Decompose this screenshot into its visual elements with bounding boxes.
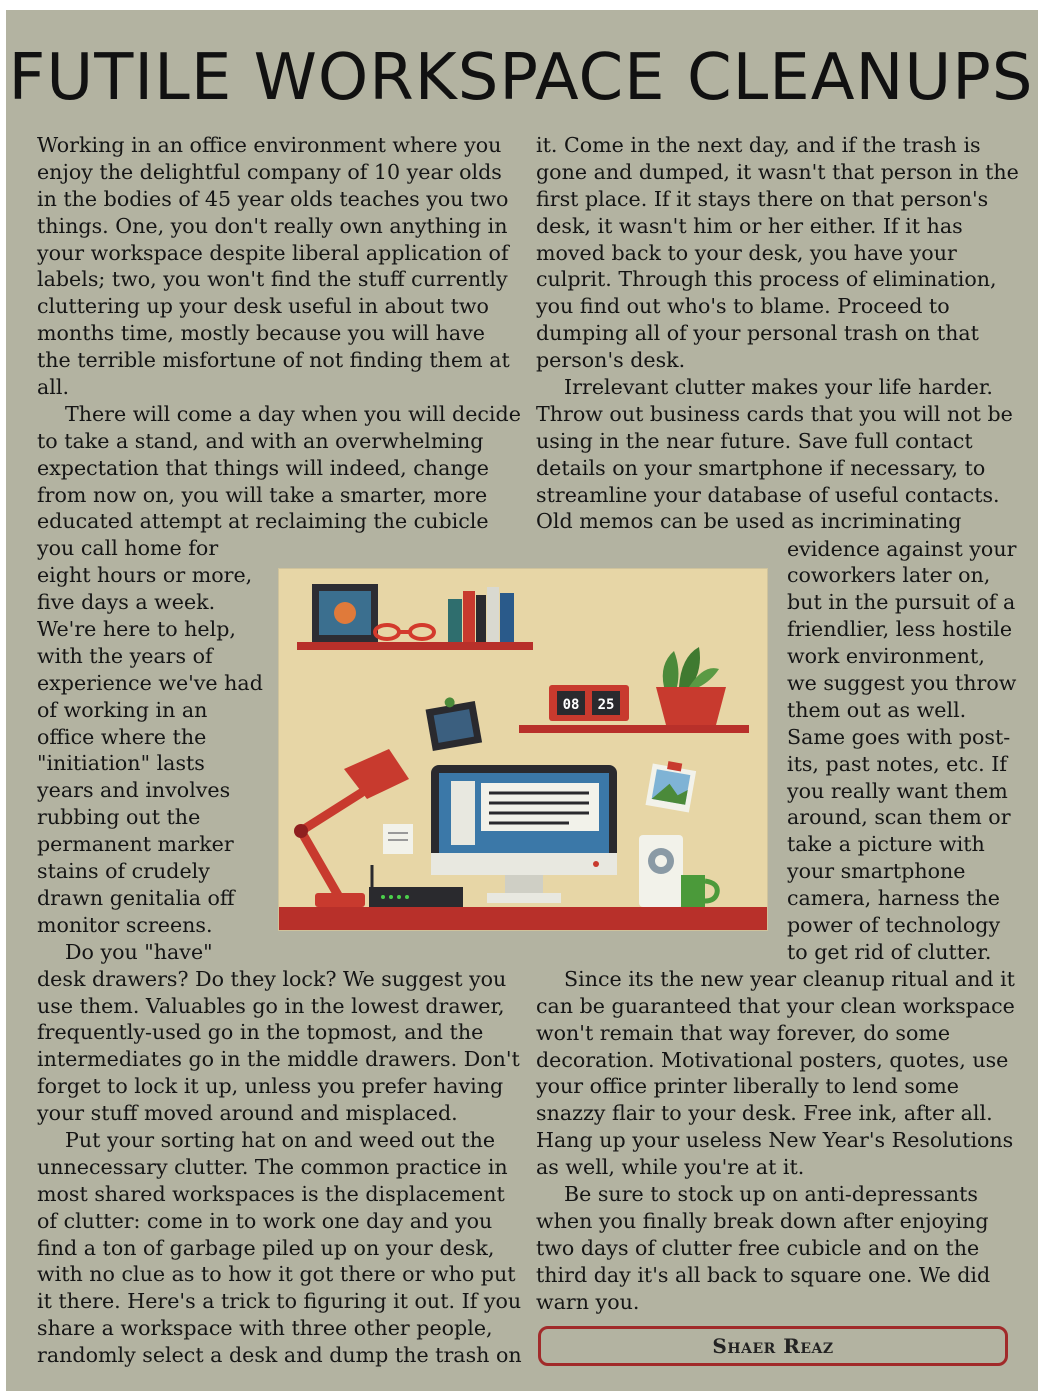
memo-icon	[383, 824, 413, 854]
text-line: two days of clutter free cubicle and on the	[536, 1235, 980, 1260]
text-line: enjoy the delightful company of 10 year olds	[37, 159, 502, 184]
text-line: unnecessary clutter. The common practice in	[37, 1154, 508, 1179]
digital-clock-icon	[549, 685, 629, 721]
right-column-bottom	[536, 966, 1015, 1316]
text-line: labels; two, you won't find the stuff currently	[37, 267, 508, 292]
text-line: it. Come in the next day, and if the trash is	[536, 133, 981, 157]
text-line: office where the	[37, 724, 207, 749]
text-line: the terrible misfortune of not finding them at	[37, 348, 510, 373]
text-line: There will come a day when you will decide	[65, 401, 521, 426]
text-line: work environment,	[787, 644, 985, 669]
text-line: find a ton of garbage piled up on your desk,	[37, 1235, 495, 1260]
text-line: your smartphone	[787, 859, 966, 884]
illustration-svg	[279, 569, 767, 930]
text-line: experience we've had	[37, 670, 263, 695]
clock-hours: 08	[562, 697, 580, 713]
text-line: desk, it wasn't him or her either. If it has	[536, 213, 963, 238]
text-line: details on your smartphone if necessary, to	[536, 455, 986, 480]
glasses-icon	[375, 625, 434, 639]
text-line: of working in an	[37, 697, 208, 722]
text-line: with the years of	[37, 643, 213, 668]
text-line: drawn genitalia off	[37, 885, 235, 910]
text-line: all.	[37, 375, 69, 400]
text-line: expectation that things will indeed, change	[37, 455, 489, 480]
text-line: share a workspace with three other people,	[37, 1316, 493, 1341]
text-line: third day it's all back to square one. We did	[536, 1262, 991, 1287]
text-line: your workspace despite liberal application of	[37, 240, 509, 265]
text-line: intermediates go in the middle drawers. Don't	[37, 1047, 520, 1072]
text-line: gone and dumped, it wasn't that person in the	[536, 159, 1019, 184]
text-line: when you finally break down after enjoying	[536, 1208, 989, 1233]
text-line: forget to lock it up, unless you prefer having	[37, 1074, 504, 1099]
text-line: but in the pursuit of a	[787, 590, 1016, 615]
text-line: decoration. Motivational posters, quotes, use	[536, 1047, 1009, 1072]
text-line: won't remain that way forever, do some	[536, 1020, 951, 1045]
note-card-icon	[424, 693, 482, 751]
speaker-icon	[639, 835, 683, 907]
text-line: stains of crudely	[37, 859, 210, 884]
text-line: coworkers later on,	[787, 563, 991, 588]
text-line: things. One, you don't really own anything in	[37, 213, 508, 238]
text-line: it there. Here's a trick to figuring it out. If you	[37, 1289, 522, 1314]
text-line: snazzy flair to your desk. Free ink, after all.	[536, 1101, 993, 1126]
text-line: streamline your database of useful contacts.	[536, 482, 1000, 507]
text-line: Since its the new year cleanup ritual and it	[564, 966, 1015, 991]
author-byline: Shaer Reaz	[538, 1326, 1008, 1366]
text-line: we suggest you throw	[787, 670, 1017, 695]
text-line: your stuff moved around and misplaced.	[37, 1101, 458, 1126]
text-line: you find out who's to blame. Proceed to	[536, 294, 950, 319]
text-line: first place. If it stays there on that person's	[536, 186, 989, 211]
text-line: your office printer liberally to lend some	[536, 1074, 959, 1099]
text-line: permanent marker	[37, 832, 234, 857]
text-line: power of technology	[787, 912, 1001, 937]
monitor-icon	[431, 765, 617, 903]
text-line: to get rid of clutter.	[787, 939, 992, 964]
text-line: We're here to help,	[37, 617, 236, 642]
text-line: moved back to your desk, you have your	[536, 240, 957, 265]
text-line: Be sure to stock up on anti-depressants	[564, 1182, 978, 1207]
text-line: you call home for	[37, 536, 219, 561]
text-line: Same goes with post-	[787, 724, 1011, 749]
text-line: years and involves	[37, 778, 231, 803]
text-line: eight hours or more,	[37, 563, 253, 588]
text-line: Working in an office environment where you	[37, 133, 502, 157]
upper-shelf	[297, 642, 533, 650]
right-column-top	[536, 132, 1019, 535]
books-icon	[448, 587, 514, 642]
text-line: them out as well.	[787, 697, 967, 722]
right-column-wrap	[787, 536, 1016, 966]
text-line: warn you.	[536, 1289, 640, 1314]
desk-surface	[279, 907, 767, 930]
text-line: Put your sorting hat on and weed out the	[65, 1127, 496, 1152]
text-line: culprit. Through this process of elimination,	[536, 267, 997, 292]
text-line: camera, harness the	[787, 886, 1000, 911]
text-line: most shared workspaces is the displacement	[37, 1181, 505, 1206]
text-line: around, scan them or	[787, 805, 1011, 830]
text-line: evidence against your	[787, 536, 1017, 561]
text-line: educated attempt at reclaiming the cubicle	[37, 509, 489, 534]
text-line: as well, while you're at it.	[536, 1155, 805, 1180]
text-line: its, past notes, etc. If	[787, 751, 1008, 776]
photo-icon	[646, 759, 697, 813]
text-line: to take a stand, and with an overwhelming	[37, 428, 484, 453]
text-line: frequently-used go in the topmost, and the	[37, 1020, 484, 1045]
text-line: use them. Valuables go in the lowest drawer,	[37, 993, 505, 1018]
text-line: friendlier, less hostile	[787, 617, 1013, 642]
plant-icon	[656, 647, 726, 725]
mug-icon	[681, 875, 717, 907]
text-line: dumping all of your personal trash on that	[536, 321, 979, 346]
text-line: using in the near future. Save full contact	[536, 428, 973, 453]
workspace-illustration	[278, 568, 768, 931]
text-line: with no clue as to how it got there or who put	[37, 1262, 516, 1287]
text-line: monitor screens.	[37, 912, 213, 937]
text-line: you really want them	[787, 778, 1008, 803]
text-line: in the bodies of 45 year olds teaches you two	[37, 186, 509, 211]
text-line: Throw out business cards that you will not be	[536, 401, 1013, 426]
text-line: desk drawers? Do they lock? We suggest you	[37, 966, 507, 991]
picture-frame-icon	[312, 584, 378, 642]
text-line: Old memos can be used as incriminating	[536, 509, 962, 534]
text-line: months time, mostly because you will have	[37, 321, 485, 346]
middle-shelf	[519, 725, 749, 733]
text-line: of clutter: come in to work one day and you	[37, 1208, 493, 1233]
text-line: take a picture with	[787, 832, 985, 857]
text-line: "initiation" lasts	[37, 751, 205, 776]
text-line: can be guaranteed that your clean workspace	[536, 993, 1015, 1018]
text-line: randomly select a desk and dump the trash on	[37, 1343, 522, 1368]
text-line: from now on, you will take a smarter, more	[37, 482, 488, 507]
clock-minutes: 25	[597, 697, 615, 713]
text-line: person's desk.	[536, 348, 686, 373]
text-line: Do you "have"	[65, 939, 213, 964]
text-line: cluttering up your desk useful in about two	[37, 294, 489, 319]
text-line: Hang up your useless New Year's Resolutions	[536, 1128, 1014, 1153]
text-line: five days a week.	[37, 590, 216, 615]
text-line: Irrelevant clutter makes your life harder.	[564, 375, 993, 400]
article-title: FUTILE WORKSPACE CLEANUPS	[8, 41, 1034, 115]
text-line: rubbing out the	[37, 805, 201, 830]
